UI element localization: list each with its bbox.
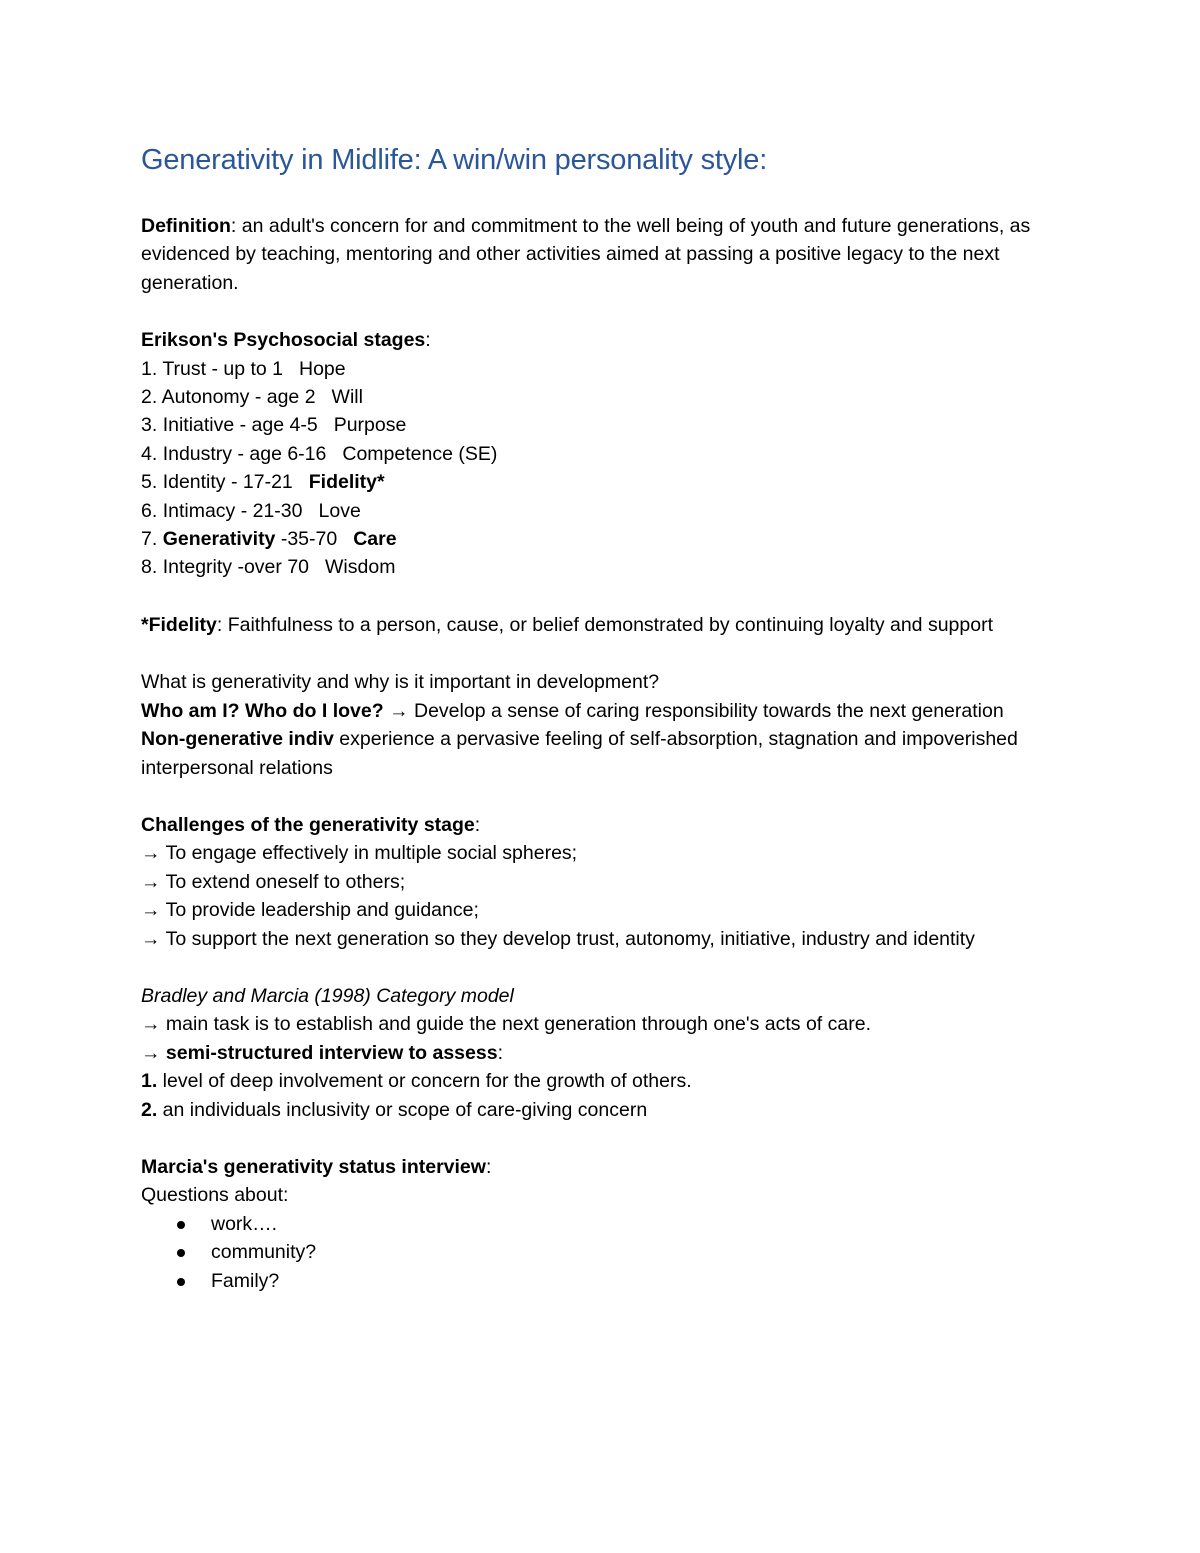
bullet-dot-icon bbox=[177, 1278, 185, 1286]
generativity-question: What is generativity and why is it important in development? bbox=[141, 671, 660, 694]
bullet-item: work…. bbox=[174, 1210, 1050, 1238]
bullet-item: Family? bbox=[174, 1267, 1050, 1295]
bradley-line-interview: → semi-structured interview to assess: bbox=[141, 1041, 503, 1064]
bradley-item: 1. level of deep involvement or concern for the growth of others. bbox=[141, 1070, 692, 1093]
definition-label: Definition bbox=[141, 215, 231, 237]
challenge-item: → To support the next generation so they develop trust, autonomy, initiative, industry and identity bbox=[141, 927, 975, 950]
stage-line: 4. Industry - age 6-16 Competence (SE) bbox=[141, 442, 498, 465]
marcia-bullet-list bbox=[141, 1210, 1050, 1295]
challenge-item: → To extend oneself to others; bbox=[141, 870, 406, 893]
challenges-heading: Challenges of the generativity stage: bbox=[141, 813, 481, 836]
stage-line: 3. Initiative - age 4-5 Purpose bbox=[141, 414, 407, 437]
bradley-item: 2. an individuals inclusivity or scope of care-giving concern bbox=[141, 1098, 648, 1121]
bullet-dot-icon bbox=[177, 1249, 185, 1257]
bradley-marcia-title: Bradley and Marcia (1998) Category model bbox=[141, 984, 514, 1007]
stage-line: 7. Generativity -35-70 Care bbox=[141, 528, 397, 551]
bullet-dot-icon bbox=[177, 1221, 185, 1229]
challenge-item: → To provide leadership and guidance; bbox=[141, 899, 479, 922]
marcia-heading: Marcia's generativity status interview: bbox=[141, 1155, 492, 1178]
fidelity-label: *Fidelity bbox=[141, 613, 217, 636]
stage-line: 5. Identity - 17-21 Fidelity* bbox=[141, 471, 385, 494]
bullet-item: community? bbox=[174, 1238, 1050, 1266]
erikson-stage-list bbox=[141, 355, 1050, 582]
non-generative-paragraph: Non-generative indiv experience a pervasive feeling of self-absorption, stagnation and impoverished interpersonal relations bbox=[141, 728, 1018, 779]
stage-line: 1. Trust - up to 1 Hope bbox=[141, 357, 346, 380]
fidelity-text: : Faithfulness to a person, cause, or belief demonstrated by continuing loyalty and support bbox=[216, 613, 993, 636]
stage-line: 6. Intimacy - 21-30 Love bbox=[141, 499, 361, 522]
who-am-i-paragraph: Who am I? Who do I love? → Develop a sense of caring responsibility towards the next generation bbox=[141, 699, 1004, 722]
document-title: Generativity in Midlife: A win/win personality style: bbox=[141, 144, 768, 176]
definition-paragraph bbox=[141, 212, 1050, 297]
stage-line: 8. Integrity -over 70 Wisdom bbox=[141, 556, 396, 579]
challenge-item: → To engage effectively in multiple social spheres; bbox=[141, 842, 578, 865]
stage-line: 2. Autonomy - age 2 Will bbox=[141, 386, 363, 409]
bradley-line-main-task: → main task is to establish and guide the next generation through one's acts of care. bbox=[141, 1013, 871, 1036]
marcia-intro: Questions about: bbox=[141, 1184, 289, 1207]
fidelity-paragraph bbox=[141, 611, 1050, 639]
definition-text: : an adult's concern for and commitment to the well being of youth and future generations, as evidenced by teaching, mentoring and other activities aimed at passing a positive legacy to the next generation. bbox=[141, 215, 1031, 294]
erikson-heading: Erikson's Psychosocial stages: bbox=[141, 329, 431, 352]
